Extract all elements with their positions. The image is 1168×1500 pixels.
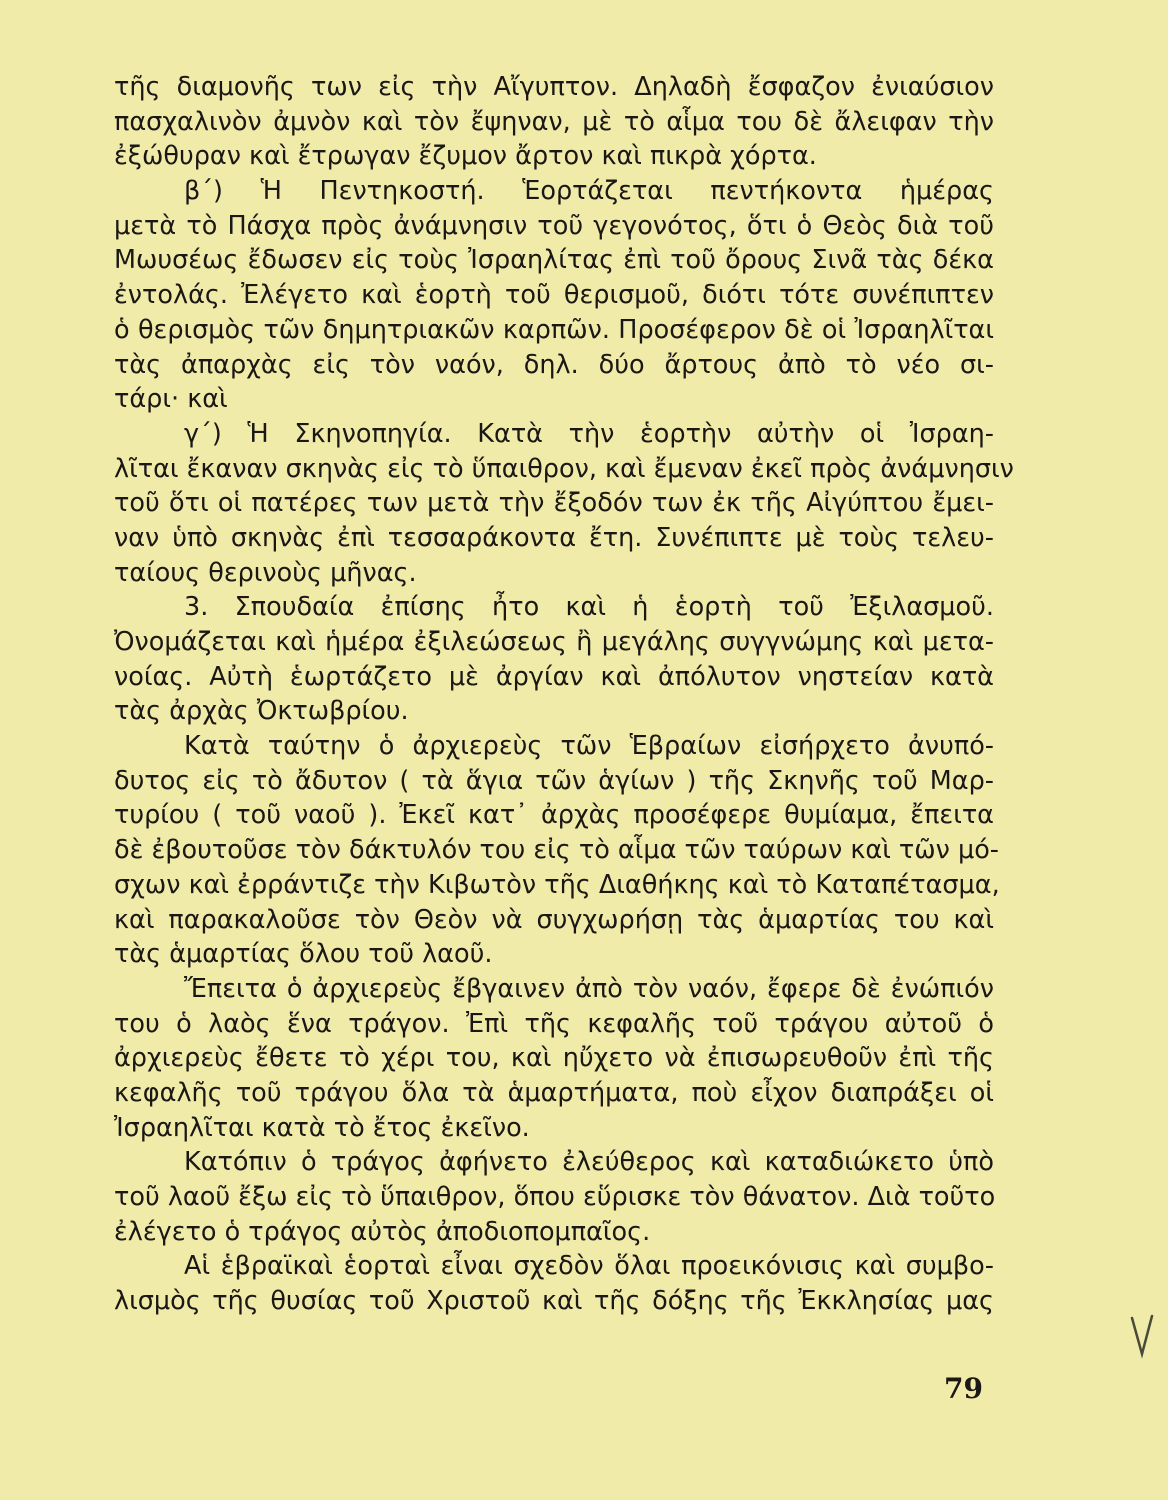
text-line: β΄) Ἡ Πεντηκοστή. Ἑορτάζεται πεντήκοντα ἡμέρας	[184, 176, 994, 207]
text-line: δυτος εἰς τὸ ἄδυτον ( τὰ ἅγια τῶν ἁγίων ) τῆς Σκηνῆς τοῦ Μαρ-	[114, 765, 994, 796]
text-line: Αἱ ἑβραϊκαὶ ἑορταὶ εἶναι σχεδὸν ὅλαι προεικόνισις καὶ συμβο-	[184, 1251, 994, 1282]
text-line: πασχαλινὸν ἀμνὸν καὶ τὸν ἔψηναν, μὲ τὸ αἷμα του δὲ ἄλειφαν τὴν	[114, 106, 994, 137]
text-line: Ἰσραηλῖται κατὰ τὸ ἔτος ἐκεῖνο.	[114, 1112, 530, 1143]
text-line: σχων καὶ ἐρράντιζε τὴν Κιβωτὸν τῆς Διαθήκης καὶ τὸ Καταπέτασμα,	[114, 869, 1000, 900]
text-line: Μωυσέως ἔδωσεν εἰς τοὺς Ἰσραηλίτας ἐπὶ τοῦ ὄρους Σινᾶ τὰς δέκα	[114, 245, 994, 276]
text-line: μετὰ τὸ Πάσχα πρὸς ἀνάμνησιν τοῦ γεγονότος, ὅτι ὁ Θεὸς διὰ τοῦ	[114, 210, 994, 241]
text-line: ναν ὑπὸ σκηνὰς ἐπὶ τεσσαράκοντα ἔτη. Συνέπιπτε μὲ τοὺς τελευ-	[114, 522, 994, 553]
text-line: λισμὸς τῆς θυσίας τοῦ Χριστοῦ καὶ τῆς δόξης τῆς Ἐκκλησίας μας	[114, 1286, 994, 1317]
text-line: τοῦ ὅτι οἱ πατέρες των μετὰ τὴν ἔξοδόν των ἐκ τῆς Αἰγύπτου ἔμει-	[114, 488, 994, 519]
text-line: τῆς διαμονῆς των εἰς τὴν Αἴγυπτον. Δηλαδὴ ἔσφαζον ἐνιαύσιον	[114, 72, 994, 102]
text-line: του ὁ λαὸς ἕνα τράγον. Ἐπὶ τῆς κεφαλῆς τοῦ τράγου αὐτοῦ ὁ	[114, 1008, 994, 1039]
text-line: Κατὰ ταύτην ὁ ἀρχιερεὺς τῶν Ἑβραίων εἰσήρχετο ἀνυπό-	[184, 731, 994, 762]
body-text	[114, 70, 1014, 1319]
text-line: τοῦ λαοῦ ἔξω εἰς τὸ ὕπαιθρον, ὅπου εὕρισκε τὸν θάνατον. Διὰ τοῦτο	[114, 1182, 996, 1212]
page-number: 79	[944, 1372, 983, 1405]
text-line: Ὀνομάζεται καὶ ἡμέρα ἐξιλεώσεως ἢ μεγάλης συγγνώμης καὶ μετα-	[114, 627, 994, 657]
text-line: τὰς ἁμαρτίας ὅλου τοῦ λαοῦ.	[114, 939, 493, 970]
text-line: ἐντολάς. Ἐλέγετο καὶ ἑορτὴ τοῦ θερισμοῦ, διότι τότε συνέπιπτεν	[114, 280, 994, 311]
text-line: δὲ ἐβουτοῦσε τὸν δάκτυλόν του εἰς τὸ αἷμα τῶν ταύρων καὶ τῶν μό-	[114, 835, 1000, 866]
text-line: ἀρχιερεὺς ἔθετε τὸ χέρι του, καὶ ηὔχετο νὰ ἐπισωρευθοῦν ἐπὶ τῆς	[114, 1043, 994, 1074]
text-line: τυρίου ( τοῦ ναοῦ ). Ἐκεῖ κατ᾽ ἀρχὰς προσέφερε θυμίαμα, ἔπειτα	[114, 800, 994, 831]
pencil-mark-icon	[1128, 1314, 1156, 1360]
text-line: τὰς ἀρχὰς Ὀκτωβρίου.	[114, 696, 409, 727]
text-line: νοίας. Αὐτὴ ἑωρτάζετο μὲ ἀργίαν καὶ ἀπόλυτον νηστείαν κατὰ	[114, 661, 994, 692]
text-line: ἐξώθυραν καὶ ἔτρωγαν ἔζυμον ἄρτον καὶ πικρὰ χόρτα.	[114, 141, 817, 172]
text-line: κεφαλῆς τοῦ τράγου ὅλα τὰ ἁμαρτήματα, ποὺ εἶχον διαπράξει οἱ	[114, 1077, 994, 1108]
text-line: καὶ παρακαλοῦσε τὸν Θεὸν νὰ συγχωρήσῃ τὰς ἁμαρτίας του καὶ	[114, 904, 994, 935]
text-line: Κατόπιν ὁ τράγος ἀφήνετο ἐλεύθερος καὶ καταδιώκετο ὑπὸ	[184, 1147, 994, 1178]
text-line: τάρι· καὶ	[114, 384, 228, 415]
text-line: Ἔπειτα ὁ ἀρχιερεὺς ἔβγαινεν ἀπὸ τὸν ναόν, ἔφερε δὲ ἐνώπιόν	[184, 973, 994, 1004]
text-line: ὁ θερισμὸς τῶν δημητριακῶν καρπῶν. Προσέφερον δὲ οἱ Ἰσραηλῖται	[114, 314, 994, 345]
text-line: ἐλέγετο ὁ τράγος αὐτὸς ἀποδιοπομπαῖος.	[114, 1216, 651, 1247]
text-line: 3. Σπουδαία ἐπίσης ἦτο καὶ ἡ ἑορτὴ τοῦ Ἐξιλασμοῦ.	[184, 592, 994, 623]
text-line: ταίους θερινοὺς μῆνας.	[114, 557, 417, 588]
text-line: λῖται ἔκαναν σκηνὰς εἰς τὸ ὕπαιθρον, καὶ ἔμεναν ἐκεῖ πρὸς ἀνάμνησιν	[114, 453, 1014, 484]
text-line: τὰς ἀπαρχὰς εἰς τὸν ναόν, δηλ. δύο ἄρτους ἀπὸ τὸ νέο σι-	[114, 349, 994, 380]
text-line: γ΄) Ἡ Σκηνοπηγία. Κατὰ τὴν ἑορτὴν αὐτὴν οἱ Ἰσραη-	[184, 418, 994, 449]
